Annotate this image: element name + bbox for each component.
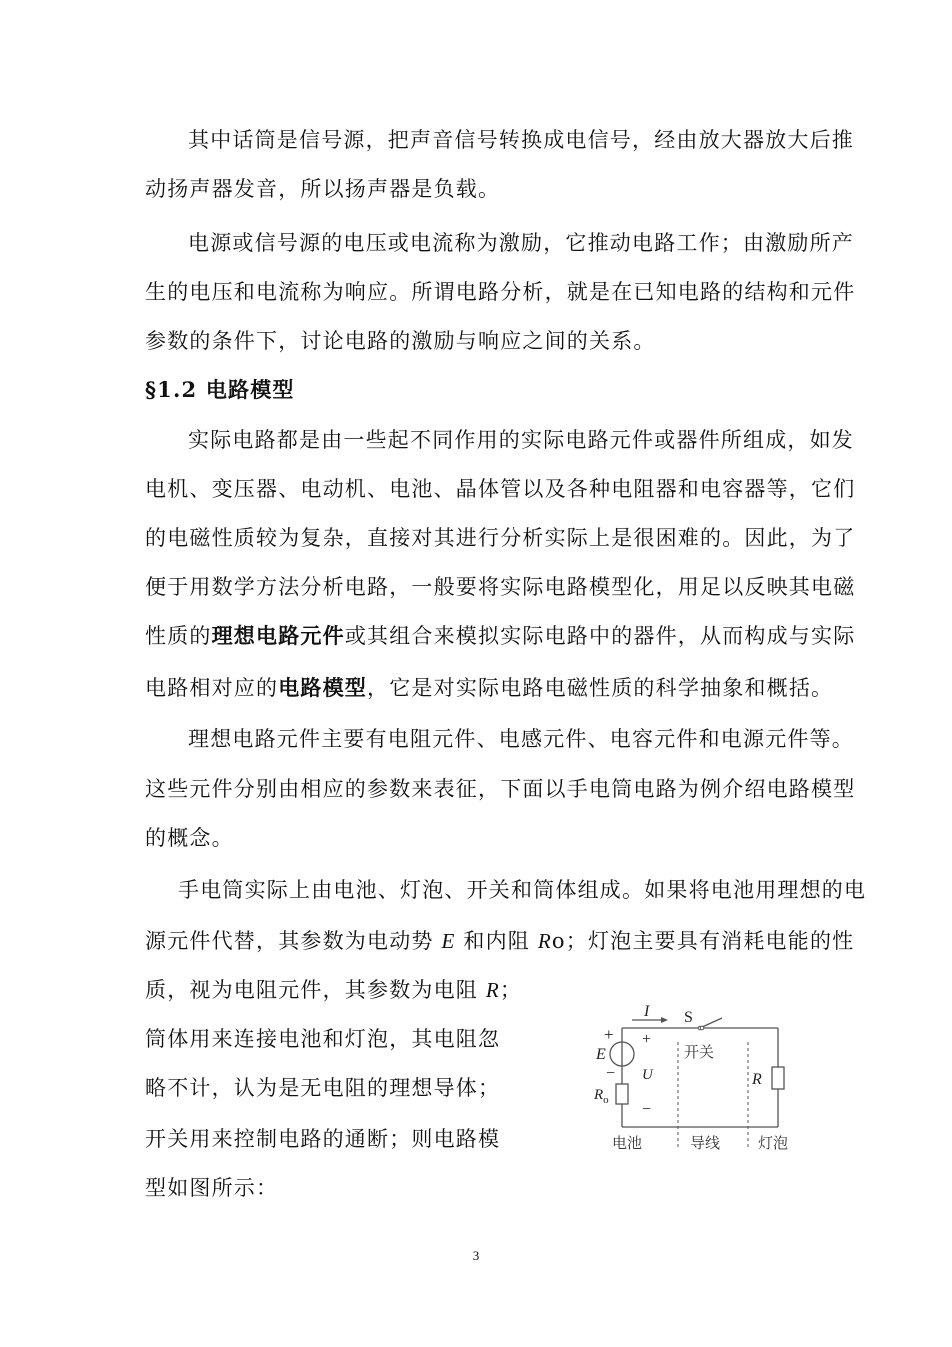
paragraph-5-line-6: 开关用来控制电路的通断；则电路模: [145, 1127, 501, 1151]
paragraph-2-line-2: 生的电压和电流称为响应。所谓电路分析，就是在已知电路的结构和元件: [145, 280, 856, 304]
paragraph-2-line-1: 电源或信号源的电压或电流称为激励，它推动电路工作；由激励所产: [188, 231, 854, 255]
text-span: ；: [499, 978, 523, 1002]
paragraph-4-line-2: 这些元件分别由相应的参数来表征，下面以手电筒电路为例介绍电路模型: [145, 777, 856, 801]
paragraph-5-line-2: [145, 926, 854, 956]
paragraph-4-line-1: 理想电路元件主要有电阻元件、电感元件、电容元件和电源元件等。: [188, 727, 854, 751]
text-span: 和内阻: [455, 929, 538, 953]
bold-term-ideal-element: 理想电路元件: [211, 623, 345, 648]
current-arrow-icon: [661, 1017, 668, 1023]
internal-r-letter: R: [594, 1087, 604, 1103]
internal-r-subscript: o: [603, 1094, 609, 1106]
emf-label: E: [596, 1046, 606, 1063]
text-span: o；灯泡主要具有消耗电能的性: [551, 929, 855, 953]
plus-outer: +: [604, 1025, 614, 1044]
internal-resistor-icon: [616, 1084, 628, 1104]
page-number: 3: [472, 1248, 480, 1263]
paragraph-5-line-4: 筒体用来连接电池和灯泡，其电阻忽: [145, 1027, 501, 1051]
paragraph-5-line-5: 略不计，认为是无电阻的理想导体；: [145, 1076, 501, 1100]
section-heading: §1.2 电路模型: [145, 377, 295, 402]
paragraph-4-line-3: 的概念。: [145, 826, 234, 850]
paragraph-2-line-3: 参数的条件下，讨论电路的激励与响应之间的关系。: [145, 329, 656, 353]
section-battery-label: 电池: [612, 1134, 643, 1152]
paragraph-3-line-3: 的电磁性质较为复杂，直接对其进行分析实际上是很困难的。因此，为了: [145, 526, 856, 550]
switch-text: 开关: [684, 1043, 715, 1061]
paragraph-5-line-3: [145, 975, 522, 1005]
paragraph-3-line-1: 实际电路都是由一些起不同作用的实际电路元件或器件所组成，如发: [188, 428, 854, 452]
minus-outer: −: [606, 1065, 616, 1082]
plus-inner: +: [642, 1031, 652, 1048]
switch-label: S: [684, 1009, 693, 1026]
section-lamp-label: 灯泡: [758, 1134, 789, 1152]
paragraph-3-line-5: [145, 621, 855, 651]
paragraph-5-line-1: 手电筒实际上由电池、灯泡、开关和筒体组成。如果将电池用理想的电: [178, 878, 867, 902]
current-label: I: [644, 1003, 650, 1020]
symbol-R: R: [485, 978, 500, 1002]
internal-r-label: [593, 1087, 609, 1106]
text-span: 性质的: [145, 624, 212, 648]
text-span: ，它是对实际电路电磁性质的科学抽象和概括。: [367, 676, 834, 700]
paragraph-1-line-1: 其中话筒是信号源，把声音信号转换成电信号，经由放大器放大后推: [188, 128, 854, 152]
switch-contact-right: [700, 1026, 704, 1030]
paragraph-3-line-2: 电机、变压器、电动机、电池、晶体管以及各种电阻器和电容器等，它们: [145, 477, 856, 501]
load-resistor-icon: [772, 1067, 784, 1089]
bold-term-circuit-model: 电路模型: [278, 675, 368, 700]
flashlight-circuit-diagram: [580, 1000, 810, 1160]
text-span: 源元件代替，其参数为电动势: [145, 929, 442, 953]
load-r-label: R: [752, 1071, 762, 1088]
section-wire-label: 导线: [690, 1134, 721, 1152]
paragraph-1-line-2: 动扬声器发音，所以扬声器是负载。: [145, 177, 501, 201]
minus-inner: −: [642, 1101, 652, 1118]
paragraph-3-line-4: 便于用数学方法分析电路，一般要将实际电路模型化，用足以反映其电磁: [145, 575, 856, 599]
symbol-E: E: [441, 929, 456, 953]
text-span: 或其组合来模拟实际电路中的器件，从而构成与实际: [344, 624, 856, 648]
voltage-label: U: [642, 1067, 653, 1083]
text-span: 电路相对应的: [145, 676, 279, 700]
paragraph-3-line-6: [145, 673, 833, 703]
text-span: 质，视为电阻元件，其参数为电阻: [145, 978, 486, 1002]
paragraph-5-line-7: 型如图所示：: [145, 1176, 279, 1200]
symbol-R: R: [537, 929, 552, 953]
